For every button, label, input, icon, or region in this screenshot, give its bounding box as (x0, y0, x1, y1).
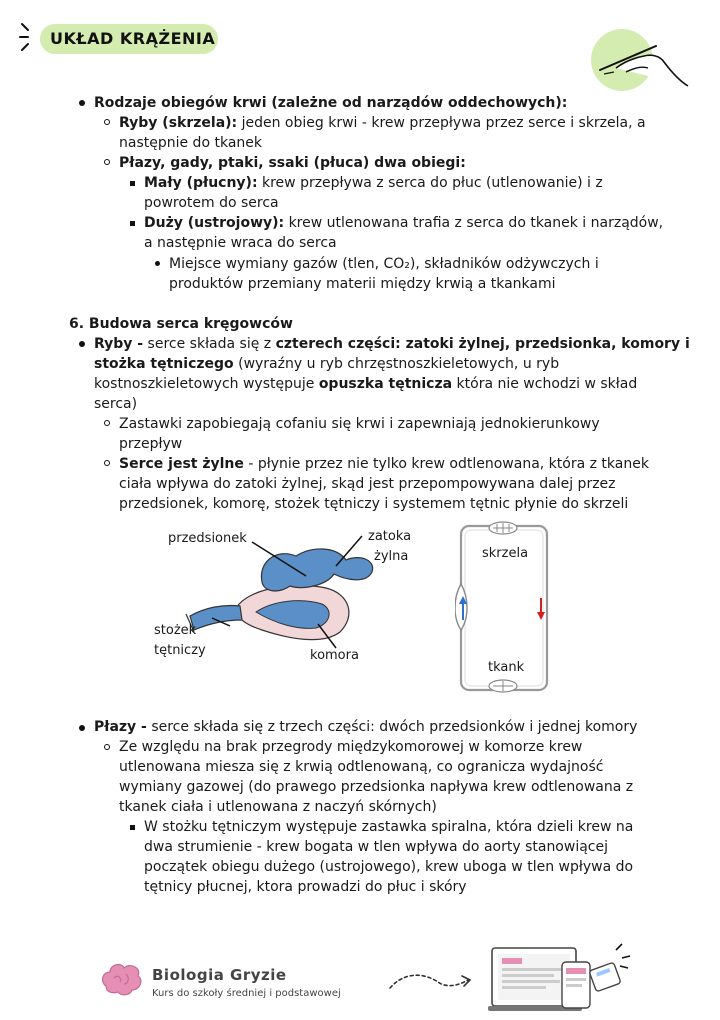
footer-brand: Biologia Gryzie (152, 966, 287, 984)
small-circ-line-2: powrotem do serca (144, 195, 279, 211)
fish-heart-line-1: Ryby - serce składa się z czterech części: zatoki żylnej, przedsionka, komory i (94, 336, 690, 352)
venous-line-2: ciała wpływa do zatoki żylnej, skąd jest przepompowywana dalej przez (119, 476, 616, 492)
mixing-line-2: utlenowana miesza się z krwią odtlenowaną, co ogranicza wydajność (119, 759, 604, 775)
bullet (130, 221, 135, 226)
bullet (104, 159, 110, 165)
bullet (130, 825, 135, 830)
label-gills: skrzela (482, 546, 529, 561)
fish-heart-line-4: serca) (94, 396, 138, 412)
spiral-valve-line-4: tętnicy płucnej, ktora prowadzi do płuc i skóry (144, 879, 467, 895)
curved-arrow-icon (386, 966, 476, 1000)
circulation-heading: Rodzaje obiegów krwi (zależne od narządów oddechowych): (94, 95, 568, 111)
bullet (79, 341, 85, 347)
label-cone-2: tętniczy (154, 643, 206, 658)
label-sinus-1: zatoka (368, 529, 412, 544)
amphibians-line: Płazy - serce składa się z trzech części: dwóch przedsionków i jednej komory (94, 719, 638, 735)
devices-illustration (488, 940, 638, 1016)
valves-line-2: przepływ (119, 436, 183, 452)
fish-line-1: Ryby (skrzela): jeden obieg krwi - krew przepływa przez serce i skrzela, a (119, 115, 646, 131)
spiral-valve-line-1: W stożku tętniczym występuje zastawka spiralna, która dzieli krew na (144, 819, 634, 835)
label-tissues: tkank (488, 660, 525, 675)
label-ventricle: komora (310, 648, 359, 663)
bullet (130, 181, 135, 186)
tissue-capillaries (489, 680, 517, 692)
mixing-line-3: wymiany gazowej (do prawego przedsionka napływa krew odtlenowana z (119, 779, 634, 795)
gas-exchange-line-1: Miejsce wymiany gazów (tlen, CO₂), składników odżywczych i (169, 256, 599, 272)
section-heading: 6. Budowa serca kręgowców (69, 316, 293, 332)
venous-line-1: Serce jest żylne - płynie przez nie tylko krew odtlenowana, która z tkanek (119, 456, 649, 472)
bullet (79, 100, 85, 106)
label-sinus-2: żylna (374, 549, 409, 564)
heart-atrium-shape (261, 549, 372, 591)
big-circ-line-2: a następnie wraca do serca (144, 235, 337, 251)
sparkle-icon (18, 20, 40, 52)
label-atrium: przedsionek (168, 531, 247, 546)
valves-line-1: Zastawki zapobiegają cofaniu się krwi i zapewniają jednokierunkowy (119, 416, 600, 432)
bullet (155, 261, 160, 266)
venous-line-3: przedsionek, komorę, stożek tętniczy i systemem tętnic płynie do skrzeli (119, 496, 629, 512)
writing-hand-icon (586, 28, 690, 98)
bullet (104, 744, 110, 750)
label-cone-1: stożek (154, 623, 197, 638)
small-circ-line-1: Mały (płucny): krew przepływa z serca do płuc (utlenowanie) i z (144, 175, 603, 191)
fish-heart-line-3: kostnoszkieletowych występuje opuszka tętnicza która nie wchodzi w skład (94, 376, 638, 392)
arrow-down-icon (537, 598, 545, 620)
bullet (79, 725, 85, 731)
gill-capillaries (489, 522, 517, 534)
heart-ventricle-shape (236, 585, 349, 639)
bullet (104, 119, 110, 125)
mixing-line-4: tkanek ciała i utlenowana z naczyń skórnych) (119, 799, 437, 815)
page-title: UKŁAD KRĄŻENIA (50, 29, 216, 48)
spiral-valve-line-2: dwa strumienie - krew bogata w tlen wpływa do aorty stanowiącej (144, 839, 608, 855)
brain-logo-icon (98, 960, 144, 1000)
big-circ-line-1: Duży (ustrojowy): krew utlenowana trafia z serca do tkanek i narządów, (144, 215, 664, 231)
bullet (104, 460, 110, 466)
spiral-valve-line-3: początek obiegu dużego (ustrojowego), krew uboga w tlen wpływa do (144, 859, 634, 875)
gas-exchange-line-2: produktów przemiany materii między krwią a tkankami (169, 276, 556, 292)
footer-subtitle: Kurs do szkoły średniej i podstawowej (152, 988, 341, 999)
tetrapod-line: Płazy, gady, ptaki, ssaki (płuca) dwa obiegi: (119, 155, 466, 171)
fish-heart-line-2: stożka tętniczego (wyraźny u ryb chrzęstnoszkieletowych, u ryb (94, 356, 560, 372)
mixing-line-1: Ze względu na brak przegrody międzykomorowej w komorze krew (119, 739, 583, 755)
fish-line-2: następnie do tkanek (119, 135, 262, 151)
bullet (104, 420, 110, 426)
